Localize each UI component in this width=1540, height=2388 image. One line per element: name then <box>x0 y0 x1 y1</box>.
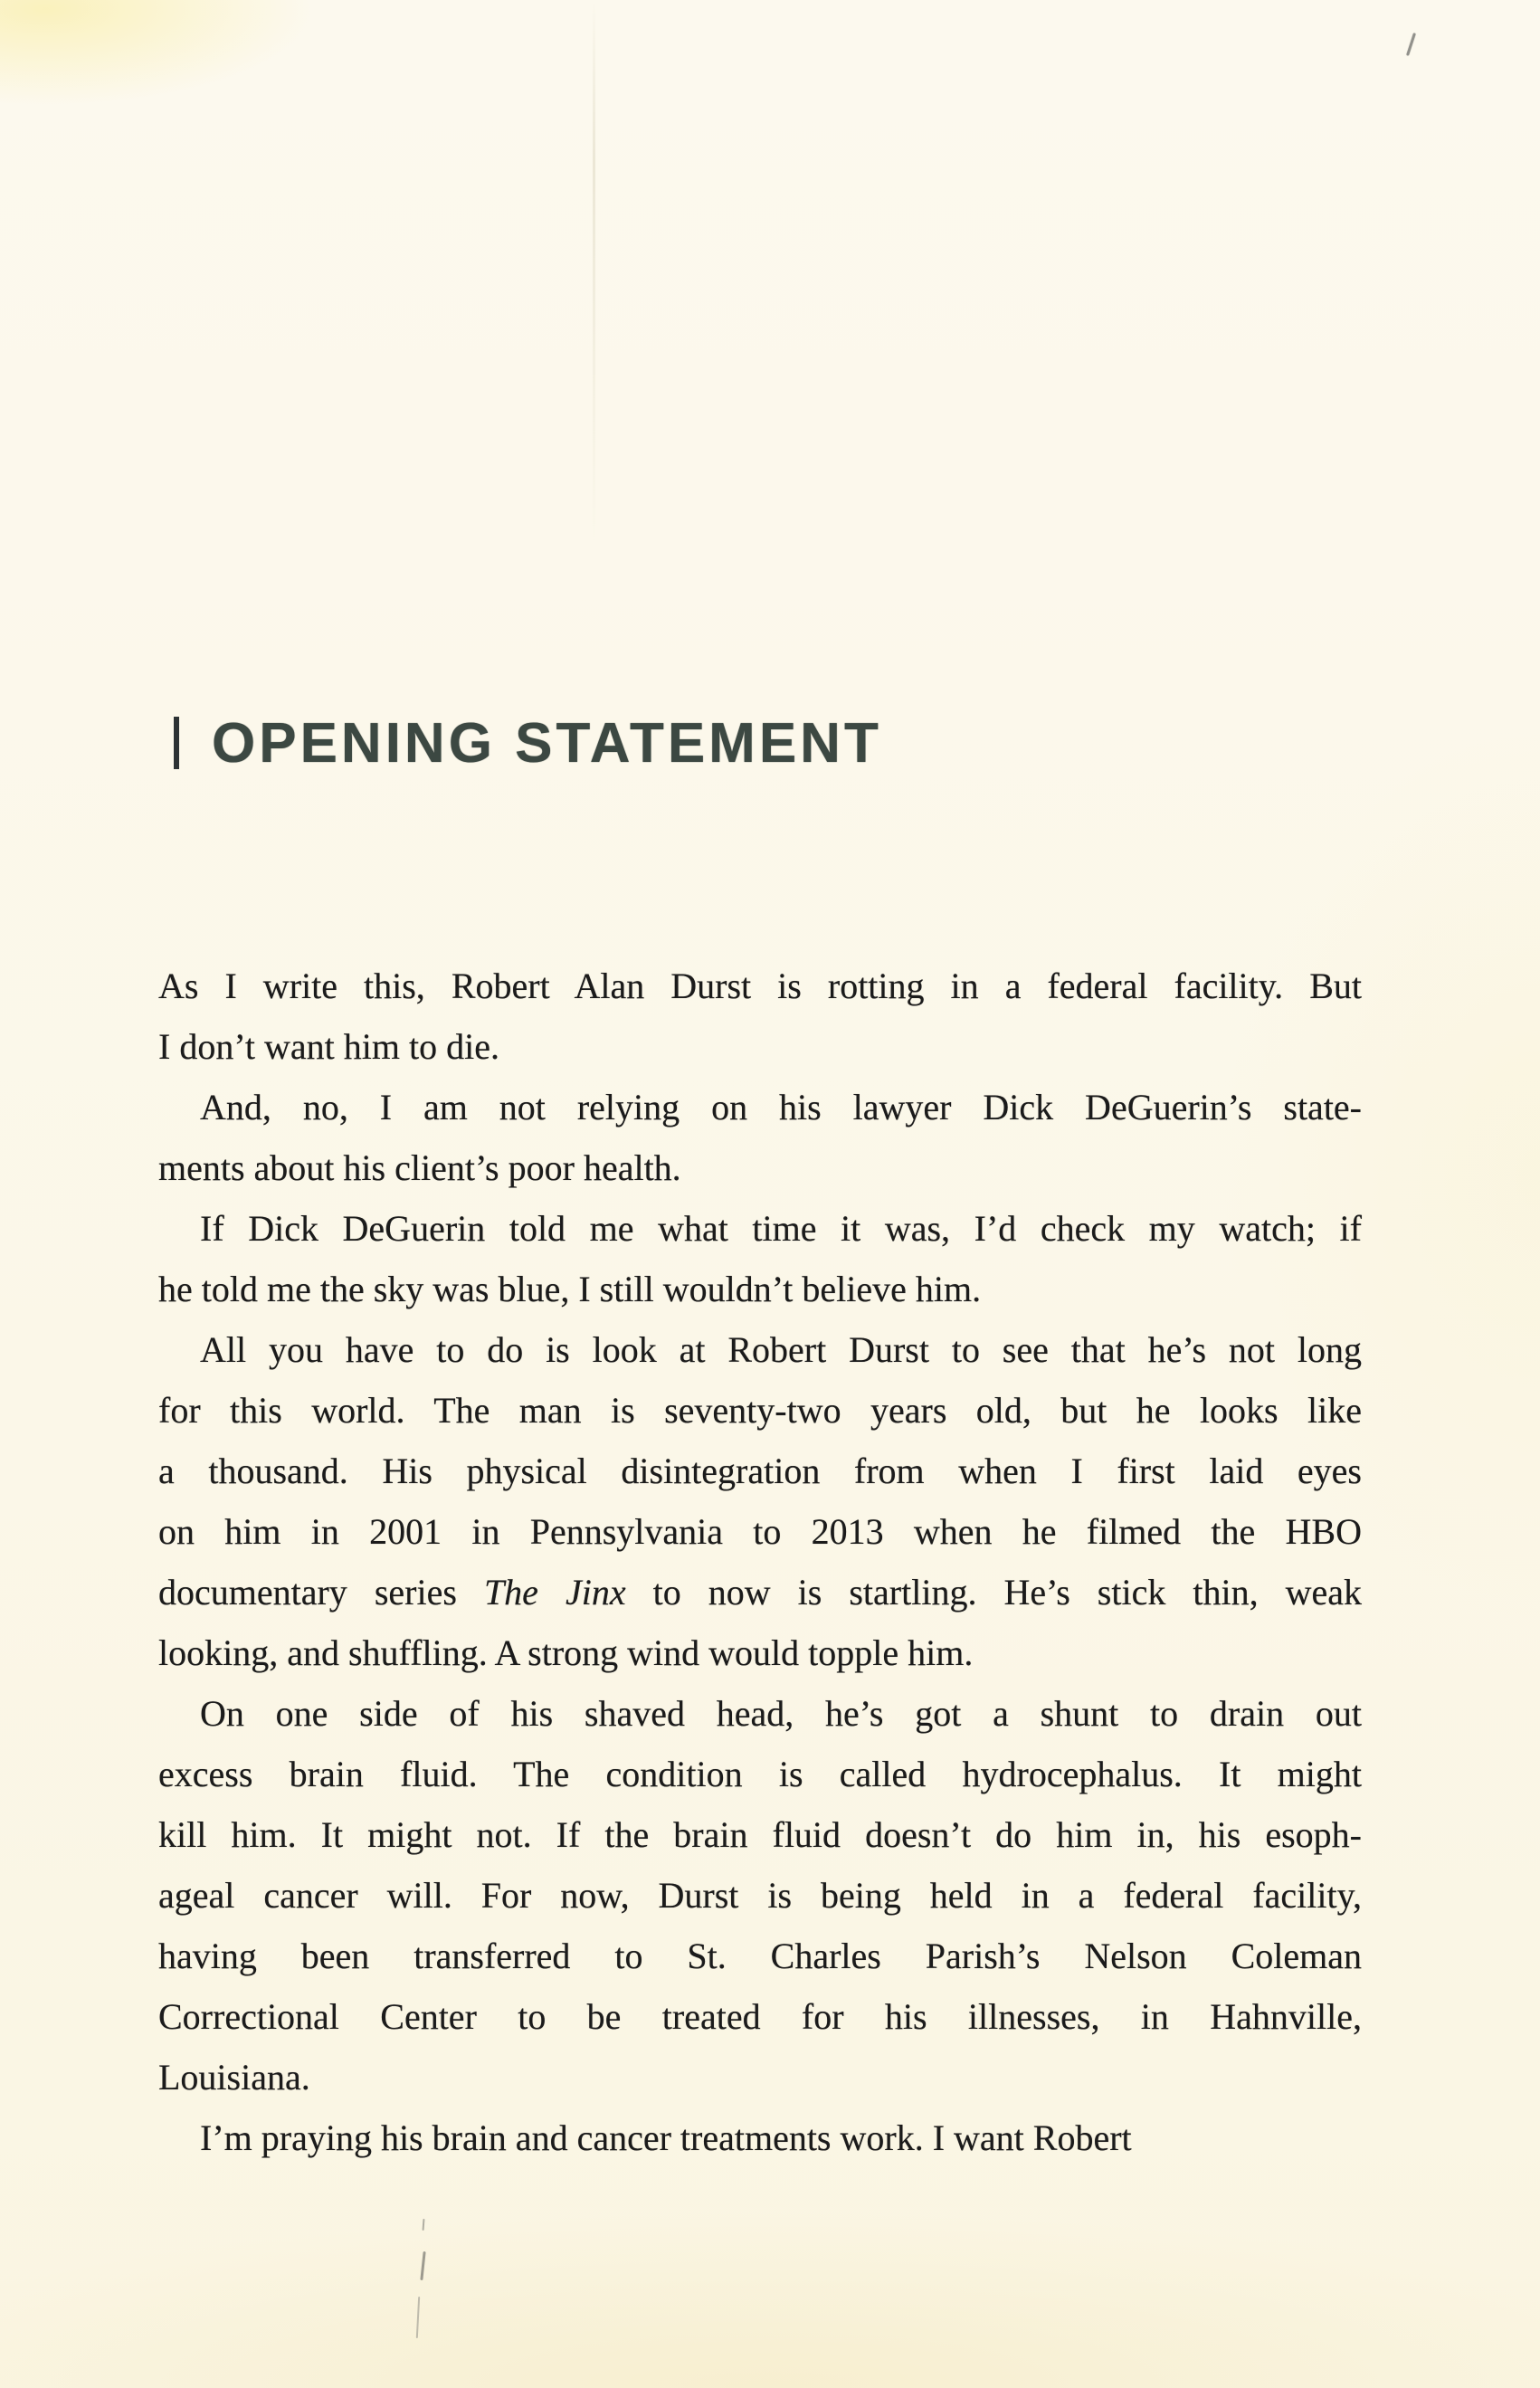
chapter-heading <box>174 711 882 775</box>
body-line: Louisiana. <box>158 2057 310 2098</box>
body-line: excess brain fluid. The condition is called hydrocephalus. It might <box>158 1754 1362 1794</box>
scan-crease <box>593 0 595 543</box>
body-line: Correctional Center to be treated for his illnesses, in Hahnville, <box>158 1996 1362 2037</box>
body-line: for this world. The man is seventy-two years old, but he looks like <box>158 1390 1362 1431</box>
body-line <box>158 1562 1362 1622</box>
body-line: All you have to do is look at Robert Durst to see that he’s not long <box>200 1329 1362 1370</box>
body-line: I don’t want him to die. <box>158 1026 499 1067</box>
body-line: And, no, I am not relying on his lawyer Dick DeGuerin’s state- <box>200 1087 1362 1127</box>
body-line: a thousand. His physical disintegration from when I first laid eyes <box>158 1451 1362 1491</box>
book-title-italic: The Jinx <box>483 1572 626 1613</box>
body-text <box>158 956 1362 2168</box>
body-line: ageal cancer will. For now, Durst is being held in a federal facility, <box>158 1875 1362 1916</box>
body-line-segment: documentary series <box>158 1572 484 1613</box>
body-line: on him in 2001 in Pennsylvania to 2013 when he filmed the HBO <box>158 1511 1362 1552</box>
scan-artifact-dash <box>416 2297 420 2338</box>
body-line: On one side of his shaved head, he’s got a shunt to drain out <box>200 1693 1362 1734</box>
scan-artifact-slash <box>1406 33 1416 56</box>
body-line: kill him. It might not. If the brain fluid doesn’t do him in, his esoph- <box>158 1814 1362 1855</box>
body-line: he told me the sky was blue, I still wouldn’t believe him. <box>158 1269 982 1309</box>
body-line: looking, and shuffling. A strong wind would topple him. <box>158 1632 974 1673</box>
body-line: As I write this, Robert Alan Durst is rotting in a federal facility. But <box>158 966 1362 1006</box>
body-line-segment: to now is startling. He’s stick thin, weak <box>625 1572 1363 1613</box>
body-line: I’m praying his brain and cancer treatments work. I want Robert <box>200 2117 1132 2158</box>
scan-artifact-dash <box>423 2219 425 2231</box>
heading-rule <box>174 717 179 769</box>
body-line: If Dick DeGuerin told me what time it was, I’d check my watch; if <box>200 1208 1362 1249</box>
scan-artifact-dash <box>420 2251 425 2280</box>
chapter-title: OPENING STATEMENT <box>212 711 882 775</box>
body-line: ments about his client’s poor health. <box>158 1147 681 1188</box>
body-line: having been transferred to St. Charles Parish’s Nelson Coleman <box>158 1936 1362 1976</box>
